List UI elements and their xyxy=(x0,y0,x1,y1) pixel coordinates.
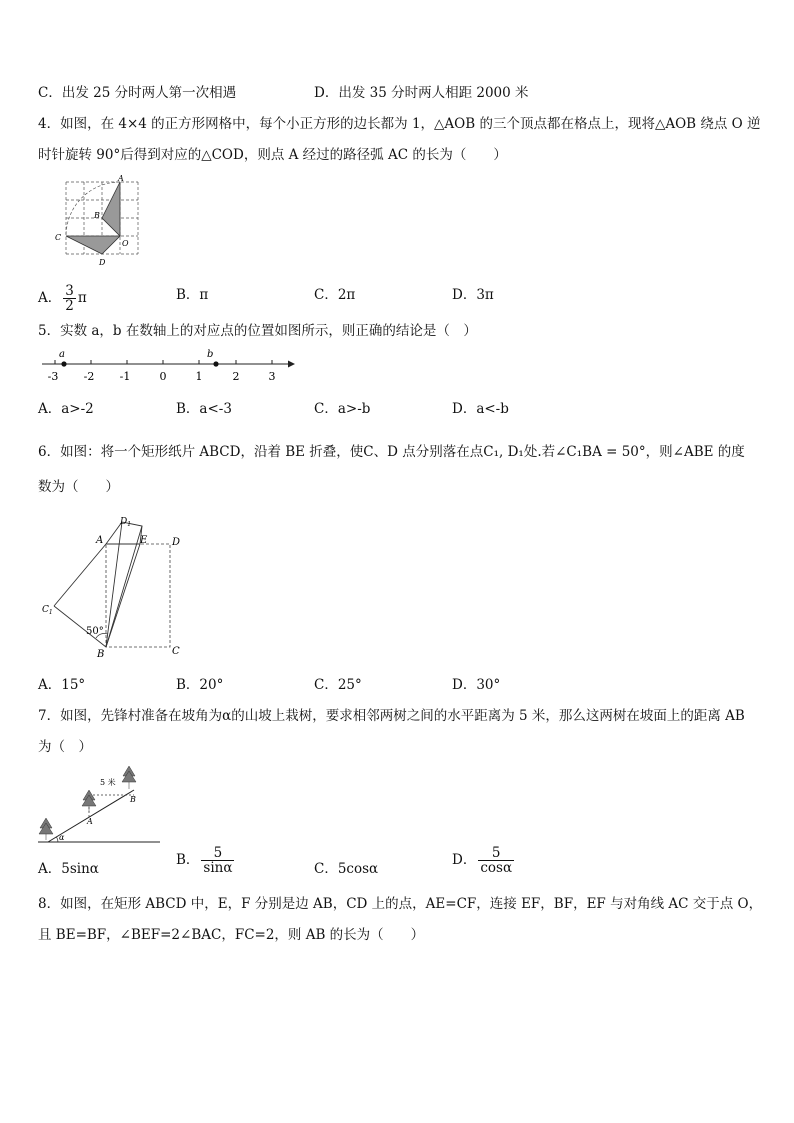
q5-point-a-label: a xyxy=(59,349,65,360)
q3-option-c: C．出发 25 分时两人第一次相遇 xyxy=(38,85,237,101)
q7-slope-figure xyxy=(34,762,164,846)
q5-option-d: D．a<-b xyxy=(452,401,509,417)
q4-text-line2: 时针旋转 90°后得到对应的△COD，则点 A 经过的路径弧 AC 的长为（ ） xyxy=(38,147,507,163)
q6-option-a: A．15° xyxy=(38,677,86,693)
q4-option-b: B．π xyxy=(176,287,209,303)
q5-tick-3: 3 xyxy=(268,370,276,383)
q7-option-b-den: sinα xyxy=(203,860,233,876)
q5-tick-neg3: -3 xyxy=(47,370,59,383)
q4-option-a xyxy=(38,284,87,313)
q8-text-line1: 8．如图，在矩形 ABCD 中，E，F 分别是边 AB，CD 上的点，AE=CF，连接 EF，BF，EF 与对角线 AC 交于点 O， xyxy=(38,896,763,912)
q8-text-line2: 且 BE=BF，∠BEF=2∠BAC，FC=2，则 AB 的长为（ ） xyxy=(38,927,425,943)
q4-label-b: B xyxy=(94,211,100,220)
q6-label-a: A xyxy=(96,535,104,546)
q5-point-b-label: b xyxy=(207,349,214,360)
q7-option-b xyxy=(176,846,236,875)
q5-option-c: C．a>-b xyxy=(314,401,371,417)
q7-text-line1: 7．如图，先锋村准备在坡角为α的山坡上栽树，要求相邻两树之间的水平距离为 5 米，那么这两树在坡面上的距离 AB xyxy=(38,708,745,724)
q4-option-a-den: 2 xyxy=(65,298,74,314)
q7-option-c: C．5cosα xyxy=(314,861,379,877)
q5-number-line xyxy=(38,345,298,385)
q6-label-c1: $C_1$ xyxy=(42,605,53,616)
q5-tick-1: 1 xyxy=(195,370,203,383)
q5-tick-2: 2 xyxy=(232,370,240,383)
q6-text-line2: 数为（ ） xyxy=(38,479,119,495)
tree-icon xyxy=(122,766,136,789)
q4-grid-figure xyxy=(52,176,152,272)
q7-option-d-num: 5 xyxy=(478,846,514,861)
q7-option-d-fraction xyxy=(478,846,514,875)
q6-label-d: D xyxy=(172,537,181,548)
q7-distance-label: 5 米 xyxy=(100,778,116,787)
q4-label-c: C xyxy=(55,233,62,242)
q7-option-d-prefix: D． xyxy=(452,852,477,868)
q4-label-d: D xyxy=(99,258,106,267)
q3-option-d: D．出发 35 分时两人相距 2000 米 xyxy=(314,85,529,101)
q4-label-o: O xyxy=(122,239,129,248)
q5-option-b: B．a<-3 xyxy=(176,401,232,417)
q7-text-line2: 为（ ） xyxy=(38,739,92,755)
q4-option-a-prefix: A． xyxy=(38,290,62,306)
tree-icon xyxy=(39,818,53,840)
q4-option-d: D．3π xyxy=(452,287,494,303)
q7-label-a: A xyxy=(87,817,93,826)
q7-option-b-fraction xyxy=(201,846,234,875)
q4-option-a-num: 3 xyxy=(65,283,74,299)
q5-tick-0: 0 xyxy=(159,370,167,383)
tree-icon xyxy=(82,790,96,812)
q7-option-a: A．5sinα xyxy=(38,861,99,877)
q4-text-line1: 4．如图，在 4×4 的正方形网格中，每个小正方形的边长都为 1，△AOB 的三个顶点都在格点上，现将△AOB 绕点 O 逆 xyxy=(38,116,761,132)
q6-option-b: B．20° xyxy=(176,677,224,693)
q4-label-a: A xyxy=(118,174,124,183)
q6-text-line1: 6．如图：将一个矩形纸片 ABCD，沿着 BE 折叠，使C、D 点分别落在点C₁, D₁处.若∠C₁BA = 50°，则∠ABE 的度 xyxy=(38,444,745,460)
q6-label-d1: $D_1$ xyxy=(120,517,132,528)
q6-option-c: C．25° xyxy=(314,677,362,693)
q4-option-a-fraction xyxy=(63,284,76,313)
q6-label-b: B xyxy=(97,649,105,660)
q7-option-d xyxy=(452,846,516,875)
q7-label-alpha: α xyxy=(59,833,65,842)
q6-label-e: E xyxy=(140,535,148,546)
q5-text-line1: 5．实数 a，b 在数轴上的对应点的位置如图所示，则正确的结论是（ ） xyxy=(38,323,477,339)
q5-tick-neg2: -2 xyxy=(83,370,95,383)
q7-option-b-prefix: B． xyxy=(176,852,200,868)
q6-fold-figure xyxy=(38,514,188,660)
q7-option-b-num: 5 xyxy=(201,846,234,861)
q6-option-d: D．30° xyxy=(452,677,501,693)
q5-option-a: A．a>-2 xyxy=(38,401,94,417)
q7-option-d-den: cosα xyxy=(480,860,513,876)
q4-option-a-suffix: π xyxy=(77,290,87,306)
q7-label-b: B xyxy=(130,795,136,804)
q6-angle-label: 50° xyxy=(86,626,104,637)
q6-label-c: C xyxy=(172,646,180,657)
q4-option-c: C．2π xyxy=(314,287,356,303)
q5-tick-neg1: -1 xyxy=(119,370,131,383)
